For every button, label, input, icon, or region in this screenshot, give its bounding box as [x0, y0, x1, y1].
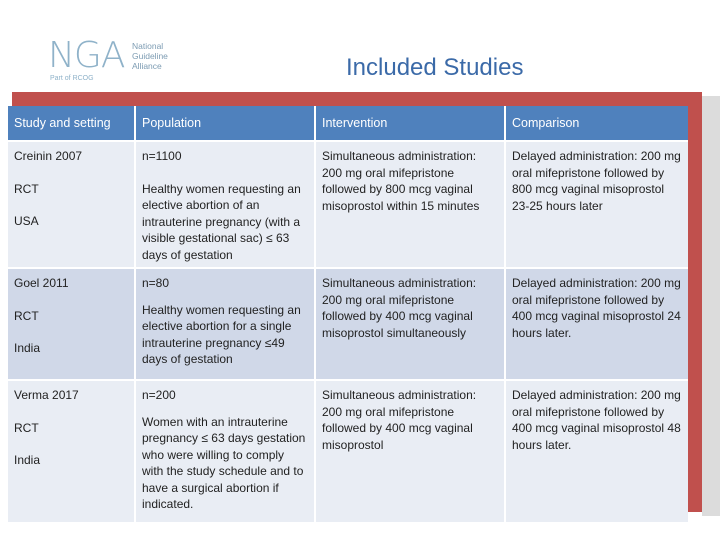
study-cell — [8, 380, 135, 522]
logo-mark: NGA — [48, 35, 125, 76]
study-design: RCT — [14, 308, 39, 323]
table-row — [8, 268, 688, 380]
comparison-cell: Delayed administration: 200 mg oral mifepristone followed by 400 mcg vaginal misoprostol 48 hours later. — [505, 380, 688, 522]
slide-title: Included Studies — [346, 54, 524, 81]
population-n: n=80 — [142, 276, 170, 290]
column-header: Comparison — [505, 106, 688, 141]
study-design: RCT — [14, 181, 39, 196]
studies-table — [8, 106, 688, 522]
column-header: Study and setting — [8, 106, 135, 141]
population-cell — [135, 268, 315, 380]
comparison-cell: Delayed administration: 200 mg oral mifepristone followed by 400 mcg vaginal misoprostol 24 hours later. — [505, 268, 688, 380]
population-cell — [135, 141, 315, 268]
population-cell — [135, 380, 315, 522]
logo-sub-line: Alliance — [132, 61, 162, 71]
column-header: Population — [135, 106, 315, 141]
accent-bar — [12, 92, 702, 106]
table-row — [8, 141, 688, 268]
intervention-cell: Simultaneous administration: 200 mg oral mifepristone followed by 800 mcg vaginal misoprostol within 15 minutes — [315, 141, 505, 268]
study-setting: India — [14, 453, 41, 467]
population-text: Women with an intrauterine pregnancy ≤ 63 days gestation who were willing to comply with the study schedule and to have a surgical abortion if indicated. — [142, 414, 306, 511]
logo-sub-line: National — [132, 41, 164, 51]
logo-subtitle — [132, 41, 168, 71]
study-name: Creinin 2007 — [14, 149, 83, 163]
study-name: Goel 2011 — [14, 276, 69, 290]
intervention-cell: Simultaneous administration: 200 mg oral mifepristone followed by 400 mcg vaginal misoprostol — [315, 380, 505, 522]
study-cell — [8, 141, 135, 268]
accent-side — [688, 92, 702, 512]
study-cell — [8, 268, 135, 380]
population-n: n=1100 — [142, 149, 182, 163]
table-header-row — [8, 106, 688, 141]
study-setting: India — [14, 341, 41, 355]
nga-logo — [48, 35, 198, 86]
logo-parent: Part of RCOG — [50, 75, 94, 82]
table-row — [8, 380, 688, 522]
population-text: Healthy women requesting an elective abortion of an intrauterine pregnancy (with a visible gestational sac) ≤ 63 days of gestation — [142, 181, 301, 262]
logo-sub-line: Guideline — [132, 51, 168, 61]
population-n: n=200 — [142, 388, 176, 402]
study-setting: USA — [14, 214, 39, 228]
study-design: RCT — [14, 420, 39, 435]
population-text: Healthy women requesting an elective abortion for a single intrauterine pregnancy ≤49 days of gestation — [142, 302, 301, 366]
shadow-side — [702, 96, 720, 516]
column-header: Intervention — [315, 106, 505, 141]
study-name: Verma 2017 — [14, 388, 79, 402]
intervention-cell: Simultaneous administration: 200 mg oral mifepristone followed by 400 mcg vaginal misoprostol simultaneously — [315, 268, 505, 380]
comparison-cell: Delayed administration: 200 mg oral mifepristone followed by 800 mcg vaginal misoprostol 23-25 hours later — [505, 141, 688, 268]
